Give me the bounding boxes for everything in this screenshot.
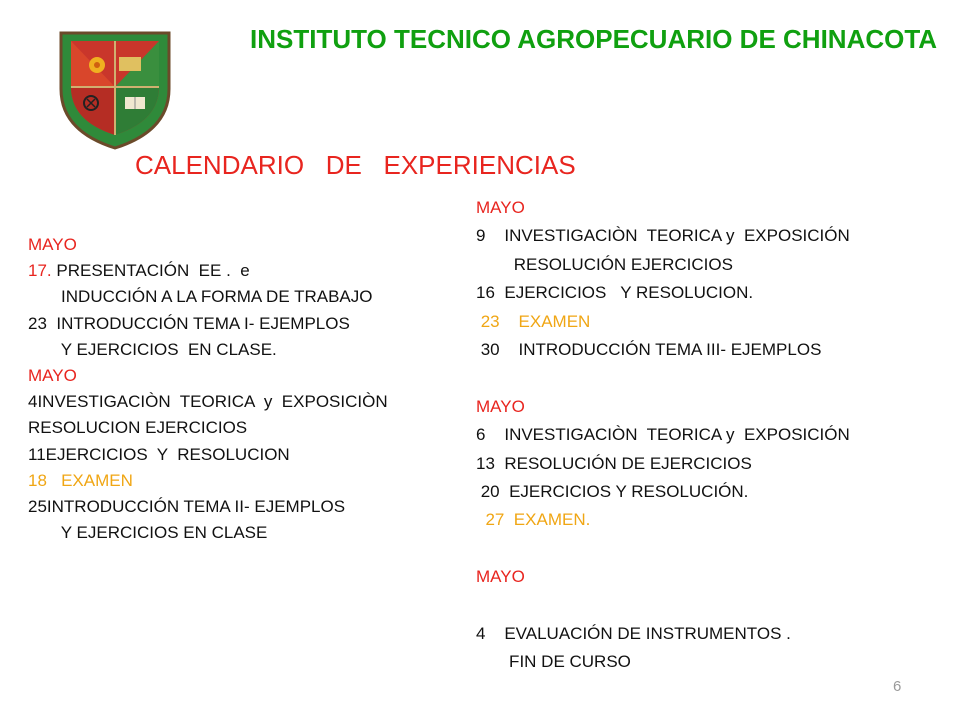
schedule-line: 4INVESTIGACIÒN TEORICA y EXPOSICIÒN <box>28 392 388 412</box>
schedule-line: MAYO <box>476 396 525 416</box>
schedule-line: 30 INTRODUCCIÓN TEMA III- EJEMPLOS <box>476 340 822 359</box>
schedule-line: 23 INTRODUCCIÓN TEMA I- EJEMPLOS <box>28 313 350 333</box>
schedule-line: 4 EVALUACIÓN DE INSTRUMENTOS . <box>476 624 791 643</box>
schedule-line: 27 EXAMEN. <box>476 510 591 530</box>
right-schedule-column <box>476 197 946 687</box>
schedule-line: 23 EXAMEN <box>476 311 591 331</box>
schedule-line <box>28 260 250 282</box>
schedule-line: MAYO <box>28 235 77 254</box>
left-schedule-column <box>28 234 448 584</box>
schedule-activity-text: PRESENTACIÓN EE . e <box>51 261 250 281</box>
schedule-line: 16 EJERCICIOS Y RESOLUCION. <box>476 283 754 303</box>
schedule-line: 11EJERCICIOS Y RESOLUCION <box>28 444 290 464</box>
schedule-line: 20 EJERCICIOS Y RESOLUCIÓN. <box>476 482 749 501</box>
schedule-line: MAYO <box>476 198 525 217</box>
schedule-line: MAYO <box>476 567 525 587</box>
institute-title: INSTITUTO TECNICO AGROPECUARIO DE CHINACOTA <box>250 24 938 54</box>
page-number: 6 <box>893 678 902 695</box>
schedule-line: RESOLUCIÓN EJERCICIOS <box>476 254 733 274</box>
schedule-line: MAYO <box>28 366 77 385</box>
schedule-line: FIN DE CURSO <box>476 652 631 672</box>
school-crest-logo <box>55 27 175 152</box>
schedule-line: Y EJERCICIOS EN CLASE. <box>28 339 277 359</box>
schedule-line: 13 RESOLUCIÓN DE EJERCICIOS <box>476 453 752 473</box>
schedule-line: 9 INVESTIGACIÒN TEORICA y EXPOSICIÓN <box>476 226 850 246</box>
schedule-line: 18 EXAMEN <box>28 470 133 490</box>
schedule-day-number: 17. <box>28 261 52 281</box>
schedule-line: Y EJERCICIOS EN CLASE <box>28 523 268 543</box>
schedule-line: 25INTRODUCCIÓN TEMA II- EJEMPLOS <box>28 497 346 516</box>
schedule-line: RESOLUCION EJERCICIOS <box>28 418 248 438</box>
schedule-line: 6 INVESTIGACIÒN TEORICA y EXPOSICIÓN <box>476 425 850 445</box>
calendar-subtitle: CALENDARIO DE EXPERIENCIAS <box>135 150 576 180</box>
schedule-line: INDUCCIÓN A LA FORMA DE TRABAJO <box>28 287 373 307</box>
